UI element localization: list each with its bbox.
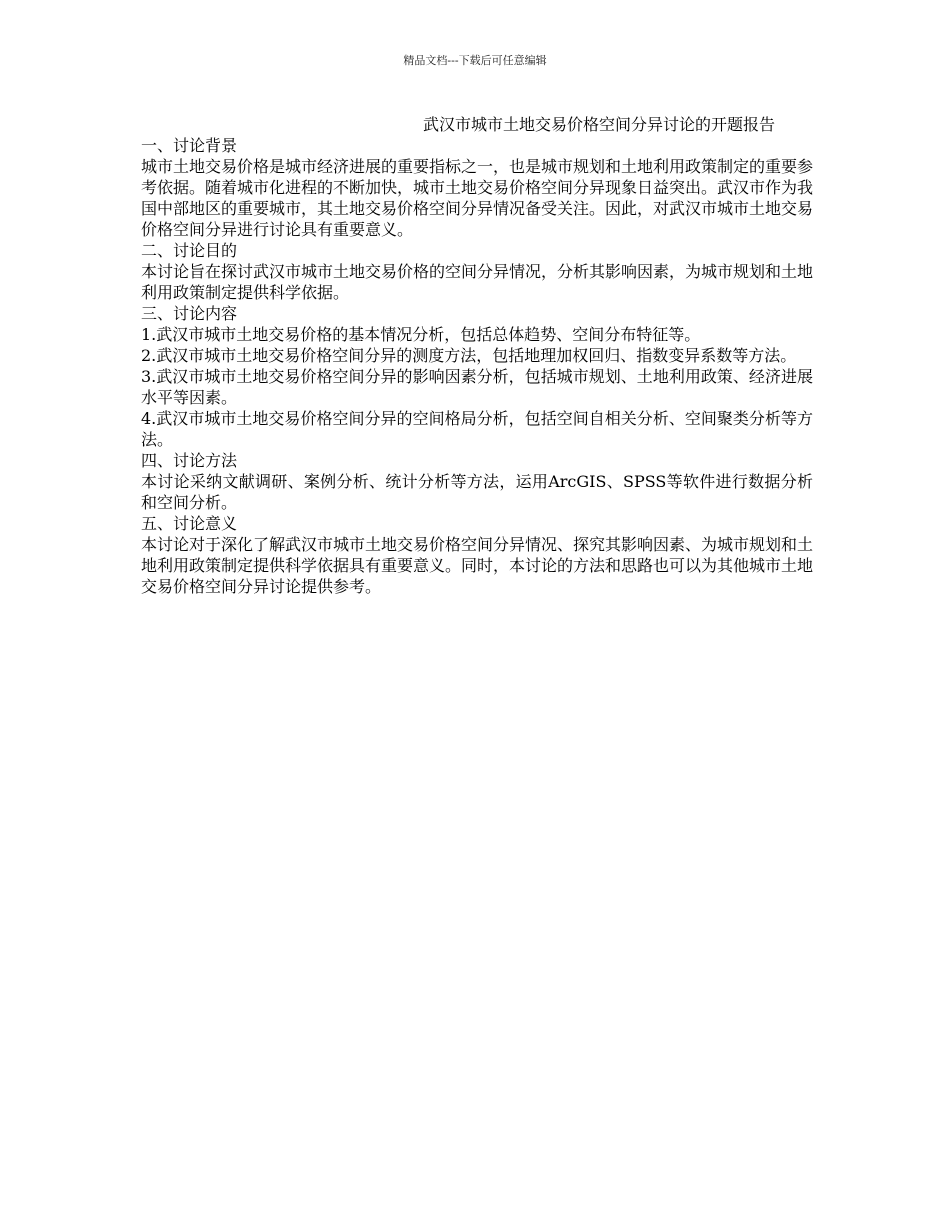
section-content	[141, 303, 813, 450]
document-body	[141, 114, 813, 597]
section-method	[141, 450, 813, 513]
document-title: 武汉市城市土地交易价格空间分异讨论的开题报告	[422, 115, 775, 134]
section-heading: 五、讨论意义	[141, 514, 238, 533]
section-heading: 一、讨论背景	[141, 136, 238, 155]
section-purpose	[141, 240, 813, 303]
paragraph: 城市土地交易价格是城市经济进展的重要指标之一，也是城市规划和土地利用政策制定的重要参考依据。随着城市化进程的不断加快，城市土地交易价格空间分异现象日益突出。武汉市作为我国中部地区的重要城市，其土地交易价格空间分异情况备受关注。因此，对武汉市城市土地交易价格空间分异进行讨论具有重要意义。	[141, 157, 814, 239]
paragraph: 本讨论对于深化了解武汉市城市土地交易价格空间分异情况、探究其影响因素、为城市规划和土地利用政策制定提供科学依据具有重要意义。同时，本讨论的方法和思路也可以为其他城市土地交易价格空间分异讨论提供参考。	[141, 535, 814, 596]
section-heading: 四、讨论方法	[141, 451, 238, 470]
list-item: 2.武汉市城市土地交易价格空间分异的测度方法，包括地理加权回归、指数变异系数等方法。	[141, 346, 797, 365]
section-significance	[141, 513, 813, 597]
list-item: 1.武汉市城市土地交易价格的基本情况分析，包括总体趋势、空间分布特征等。	[141, 325, 701, 344]
section-background	[141, 135, 813, 240]
list-item: 3.武汉市城市土地交易价格空间分异的影响因素分析，包括城市规划、土地利用政策、经济进展水平等因素。	[141, 367, 813, 407]
paragraph: 本讨论采纳文献调研、案例分析、统计分析等方法，运用ArcGIS、SPSS等软件进行数据分析和空间分析。	[141, 472, 813, 512]
section-heading: 二、讨论目的	[141, 241, 238, 260]
list-item: 4.武汉市城市土地交易价格空间分异的空间格局分析，包括空间自相关分析、空间聚类分析等方法。	[141, 409, 813, 449]
paragraph: 本讨论旨在探讨武汉市城市土地交易价格的空间分异情况，分析其影响因素，为城市规划和土地利用政策制定提供科学依据。	[141, 262, 814, 302]
page-header: 精品文档---下载后可任意编辑	[403, 54, 547, 67]
section-heading: 三、讨论内容	[141, 304, 238, 323]
